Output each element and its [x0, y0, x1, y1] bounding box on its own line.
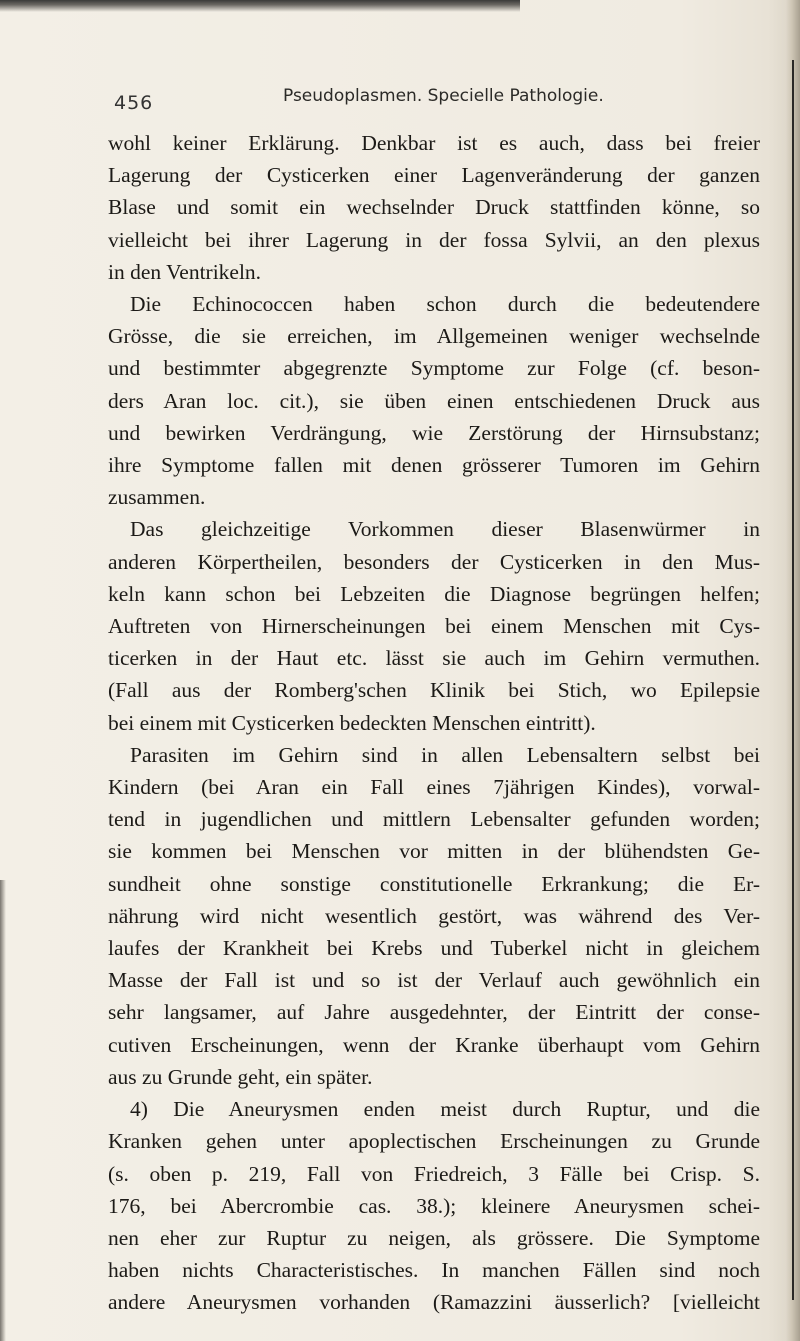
text-line: Lagerung der Cysticerken einer Lagenveränderung der ganzen	[108, 163, 760, 188]
text-line: in den Ventrikeln.	[108, 259, 262, 284]
text-line: Parasiten im Gehirn sind in allen Lebensaltern selbst bei	[130, 742, 760, 767]
text-line: und bestimmter abgegrenzte Symptome zur Folge (cf. beson-	[108, 356, 760, 381]
page-number: 456	[114, 92, 154, 114]
text-line: Grösse, die sie erreichen, im Allgemeinen weniger wechselnde	[108, 324, 760, 349]
text-line: anderen Körpertheilen, besonders der Cysticerken in den Mus-	[108, 549, 760, 574]
text-line: und bewirken Verdrängung, wie Zerstörung der Hirnsubstanz;	[108, 420, 760, 445]
text-line: cutiven Erscheinungen, wenn der Kranke überhaupt vom Gehirn	[108, 1032, 760, 1057]
text-line: haben nichts Characteristisches. In manchen Fällen sind noch	[108, 1258, 760, 1283]
text-line: sehr langsamer, auf Jahre ausgedehnter, der Eintritt der conse-	[108, 1000, 760, 1025]
text-line: laufes der Krankheit bei Krebs und Tuberkel nicht in gleichem	[108, 936, 760, 961]
scan-shadow-left	[0, 880, 6, 1341]
text-line: (Fall aus der Romberg'schen Klinik bei Stich, wo Epilepsie	[108, 678, 760, 703]
text-line: zusammen.	[108, 485, 206, 510]
text-line: (s. oben p. 219, Fall von Friedreich, 3 Fälle bei Crisp. S.	[108, 1161, 760, 1186]
text-line: bei einem mit Cysticerken bedeckten Menschen eintritt).	[108, 710, 596, 735]
text-line: ihre Symptome fallen mit denen grösserer Tumoren im Gehirn	[108, 453, 760, 478]
text-line: andere Aneurysmen vorhanden (Ramazzini äusserlich? [vielleicht	[108, 1290, 760, 1315]
text-line: Masse der Fall ist und so ist der Verlauf auch gewöhnlich ein	[108, 968, 760, 993]
text-line: vielleicht bei ihrer Lagerung in der fossa Sylvii, an den plexus	[108, 227, 760, 252]
scan-shadow-top	[0, 0, 520, 12]
text-line: wohl keiner Erklärung. Denkbar ist es auch, dass bei freier	[108, 131, 760, 155]
text-line: ticerken in der Haut etc. lässt sie auch im Gehirn vermuthen.	[108, 646, 760, 671]
text-line: nen eher zur Ruptur zu neigen, als grössere. Die Symptome	[108, 1225, 760, 1250]
text-line: Das gleichzeitige Vorkommen dieser Blasenwürmer in	[130, 517, 760, 542]
text-line: Blase und somit ein wechselnder Druck stattfinden könne, so	[108, 195, 760, 220]
text-line: tend in jugendlichen und mittlern Lebensalter gefunden worden;	[108, 807, 760, 832]
binding-line	[792, 60, 794, 1300]
text-line: sundheit ohne sonstige constitutionelle Erkrankung; die Er-	[108, 871, 760, 896]
text-line: Kranken gehen unter apoplectischen Erscheinungen zu Grunde	[108, 1129, 760, 1154]
text-line: sie kommen bei Menschen vor mitten in der blühendsten Ge-	[108, 839, 760, 864]
text-line: Auftreten von Hirnerscheinungen bei einem Menschen mit Cys-	[108, 614, 760, 639]
text-line: 176, bei Abercrombie cas. 38.); kleinere Aneurysmen schei-	[108, 1193, 760, 1218]
body-text	[108, 127, 760, 1319]
text-line: 4) Die Aneurysmen enden meist durch Ruptur, und die	[130, 1097, 760, 1122]
running-head: Pseudoplasmen. Specielle Pathologie.	[283, 86, 604, 106]
text-line: Kindern (bei Aran ein Fall eines 7jährigen Kindes), vorwal-	[108, 775, 760, 800]
text-line: aus zu Grunde geht, ein später.	[108, 1064, 373, 1089]
text-line: Die Echinococcen haben schon durch die bedeutendere	[130, 292, 760, 317]
text-line: ders Aran loc. cit.), sie üben einen entschiedenen Druck aus	[108, 388, 760, 413]
text-line: nährung wird nicht wesentlich gestört, was während des Ver-	[108, 903, 760, 928]
text-line: keln kann schon bei Lebzeiten die Diagnose begrüngen helfen;	[108, 581, 760, 606]
